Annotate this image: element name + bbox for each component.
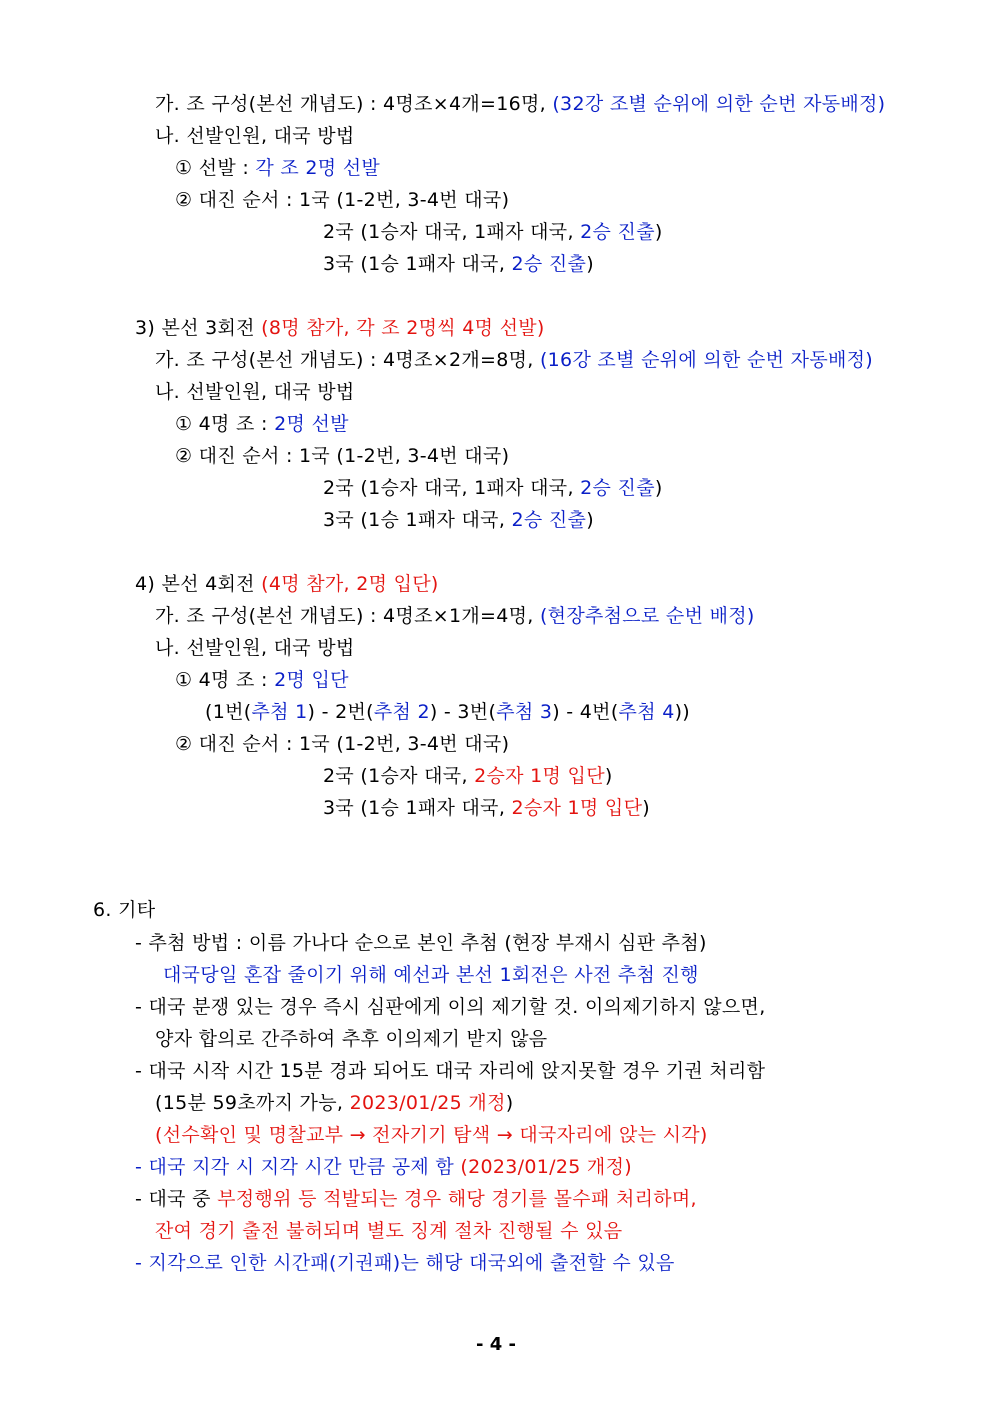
r2-order-1: ② 대진 순서 : 1국 (1-2번, 3-4번 대국): [175, 189, 510, 211]
r4-title: 4) 본선 4회전 (4명 참가, 2명 입단): [135, 573, 439, 595]
r3-title: 3) 본선 3회전 (8명 참가, 각 조 2명씩 4명 선발): [135, 317, 545, 339]
s6-item-draw-method: - 추첨 방법 : 이름 가나다 순으로 본인 추첨 (현장 부재시 심판 추첨): [135, 932, 707, 954]
s6-item-draw-note: 대국당일 혼잡 줄이기 위해 예선과 본선 1회전은 사전 추첨 진행: [163, 964, 699, 986]
s6-item-time-loss: - 지각으로 인한 시간패(기권패)는 해당 대국외에 출전할 수 있음: [135, 1252, 675, 1274]
r4-selection-heading: 나. 선발인원, 대국 방법: [155, 637, 355, 659]
s6-item-dispute-cont: 양자 합의로 간주하여 추후 이의제기 받지 않음: [155, 1028, 548, 1050]
r2-selection: ① 선발 : 각 조 2명 선발: [175, 157, 381, 179]
r4-order-3: 3국 (1승 1패자 대국, 2승자 1명 입단): [323, 797, 650, 819]
r3-order-3: 3국 (1승 1패자 대국, 2승 진출): [323, 509, 594, 531]
r2-order-3: 3국 (1승 1패자 대국, 2승 진출): [323, 253, 594, 275]
section6-title: 6. 기타: [93, 899, 156, 921]
s6-item-forfeit-sequence: (선수확인 및 명찰교부 → 전자기기 탐색 → 대국자리에 앉는 시각): [155, 1124, 708, 1146]
r3-group-composition: 가. 조 구성(본선 개념도) : 4명조×2개=8명, (16강 조별 순위에 의한 순번 자동배정): [155, 349, 874, 371]
r4-group-composition: 가. 조 구성(본선 개념도) : 4명조×1개=4명, (현장추첨으로 순번 배정): [155, 605, 755, 627]
r4-selection: ① 4명 조 : 2명 입단: [175, 669, 349, 691]
r2-selection-heading: 나. 선발인원, 대국 방법: [155, 125, 355, 147]
r4-order-1: ② 대진 순서 : 1국 (1-2번, 3-4번 대국): [175, 733, 510, 755]
r2-group-composition: 가. 조 구성(본선 개념도) : 4명조×4개=16명, (32강 조별 순위에 의한 순번 자동배정): [155, 93, 886, 115]
s6-item-cheating: - 대국 중 부정행위 등 적발되는 경우 해당 경기를 몰수패 처리하며,: [135, 1188, 697, 1210]
r4-order-2: 2국 (1승자 대국, 2승자 1명 입단): [323, 765, 613, 787]
r3-selection: ① 4명 조 : 2명 선발: [175, 413, 349, 435]
r3-order-1: ② 대진 순서 : 1국 (1-2번, 3-4번 대국): [175, 445, 510, 467]
s6-item-dispute: - 대국 분쟁 있는 경우 즉시 심판에게 이의 제기할 것. 이의제기하지 않으면,: [135, 996, 766, 1018]
s6-item-forfeit-limit: (15분 59초까지 가능, 2023/01/25 개정): [155, 1092, 514, 1114]
s6-item-cheating-cont: 잔여 경기 출전 불허되며 별도 징계 절차 진행될 수 있음: [155, 1220, 623, 1242]
s6-item-late: - 대국 지각 시 지각 시간 만큼 공제 함 (2023/01/25 개정): [135, 1156, 632, 1178]
r3-order-2: 2국 (1승자 대국, 1패자 대국, 2승 진출): [323, 477, 663, 499]
r3-selection-heading: 나. 선발인원, 대국 방법: [155, 381, 355, 403]
page-number: - 4 -: [476, 1334, 516, 1355]
s6-item-forfeit: - 대국 시작 시간 15분 경과 되어도 대국 자리에 앉지못할 경우 기권 처리함: [135, 1060, 766, 1082]
r4-draw-order: (1번(추첨 1) - 2번(추첨 2) - 3번(추첨 3) - 4번(추첨 4)): [205, 701, 691, 723]
r2-order-2: 2국 (1승자 대국, 1패자 대국, 2승 진출): [323, 221, 663, 243]
